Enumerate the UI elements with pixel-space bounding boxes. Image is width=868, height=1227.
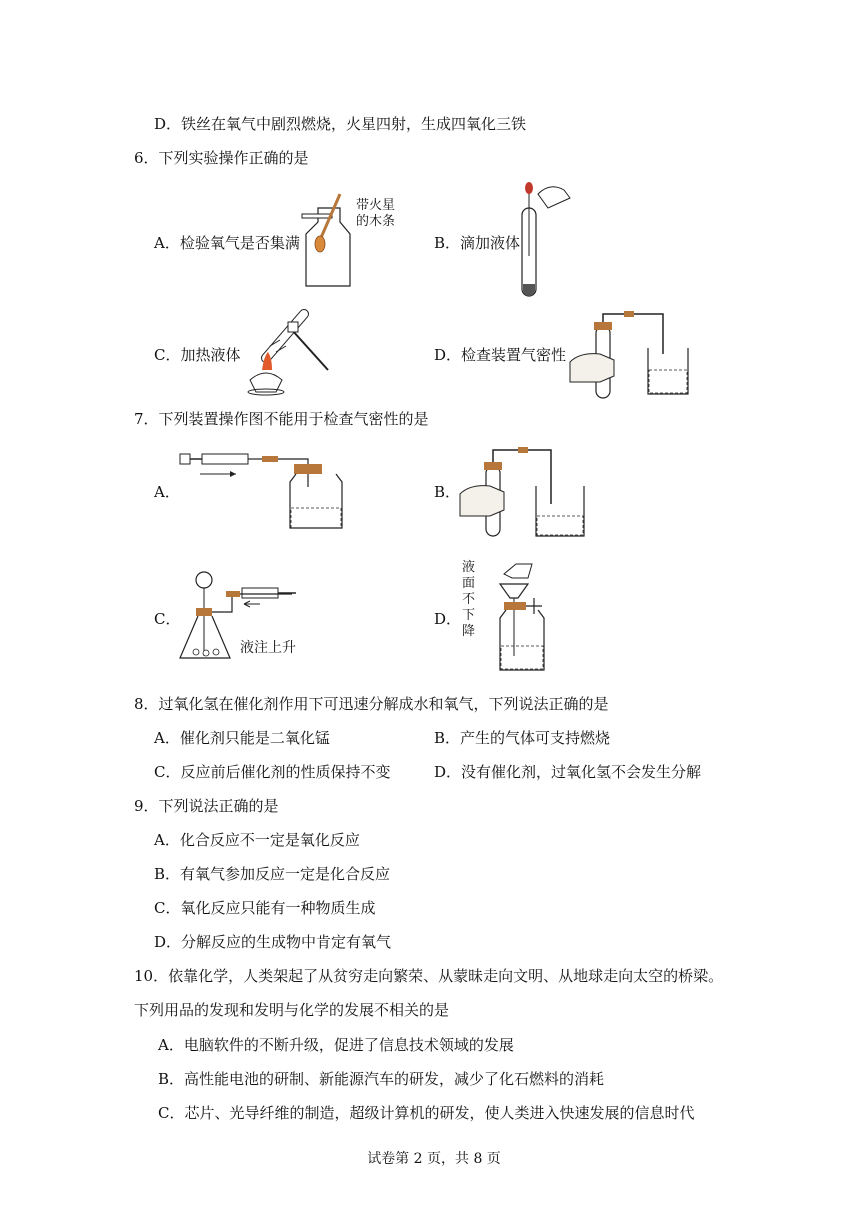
q7-option-a: A． xyxy=(154,483,180,501)
q7c-label-liquid-rise: 液注上升 xyxy=(240,640,296,656)
q8-option-c: C．反应前后催化剂的性质保持不变 xyxy=(154,763,391,781)
q6a-label-splint: 带火星的木条 xyxy=(356,198,396,229)
q6b-figure-dropper-tube xyxy=(512,180,576,304)
q6-option-a: A．检验氧气是否集满 xyxy=(154,234,300,252)
q10-stem-line1: 10．依靠化学，人类架起了从贫穷走向繁荣、从蒙昧走向文明、从地球走向太空的桥梁。 xyxy=(134,967,724,985)
q9-stem: 9．下列说法正确的是 xyxy=(134,797,279,815)
q7-option-c: C． xyxy=(154,610,181,628)
q7-option-b: B． xyxy=(434,483,461,501)
q9-option-d: D．分解反应的生成物中肯定有氧气 xyxy=(154,933,392,951)
page-footer: 试卷第 2 页，共 8 页 xyxy=(367,1151,501,1167)
q7-stem: 7．下列装置操作图不能用于检查气密性的是 xyxy=(134,410,429,428)
q6c-figure-heating-tube xyxy=(236,308,336,398)
q8-option-a: A．催化剂只能是二氧化锰 xyxy=(154,729,330,747)
q6a-figure-bottle-splint xyxy=(298,188,360,290)
q7d-label-level-steady: 液面不下降 xyxy=(462,560,476,639)
q9-option-a: A．化合反应不一定是氧化反应 xyxy=(154,831,360,849)
q10-option-a: A．电脑软件的不断升级，促进了信息技术领域的发展 xyxy=(158,1036,514,1054)
q6-option-d: D．检查装置气密性 xyxy=(434,346,567,364)
q8-option-b: B．产生的气体可支持燃烧 xyxy=(434,729,611,747)
q6-option-b: B．滴加液体 xyxy=(434,234,521,252)
q10-stem-line2: 下列用品的发现和发明与化学的发展不相关的是 xyxy=(134,1001,450,1019)
q7-option-d: D． xyxy=(434,610,462,628)
q7d-figure-funnel-bottle xyxy=(484,556,548,674)
q10-option-c: C．芯片、光导纤维的制造，超级计算机的研发，使人类进入快速发展的信息时代 xyxy=(158,1104,695,1122)
q8-stem: 8．过氧化氢在催化剂作用下可迅速分解成水和氧气，下列说法正确的是 xyxy=(134,695,609,713)
q8-option-d: D．没有催化剂，过氧化氢不会发生分解 xyxy=(434,763,702,781)
q9-option-b: B．有氧气参加反应一定是化合反应 xyxy=(154,865,391,883)
q9-option-c: C．氧化反应只能有一种物质生成 xyxy=(154,899,376,917)
q7b-figure-hand-tube xyxy=(458,444,588,540)
q5-option-d: D．铁丝在氧气中剧烈燃烧，火星四射，生成四氧化三铁 xyxy=(154,115,527,133)
q6-option-c: C．加热液体 xyxy=(154,346,241,364)
q10-option-b: B．高性能电池的研制、新能源汽车的研发，减少了化石燃料的消耗 xyxy=(158,1070,605,1088)
q6-stem: 6．下列实验操作正确的是 xyxy=(134,149,309,167)
q6d-figure-airtightness xyxy=(568,308,692,402)
q7a-figure-syringe-bottle xyxy=(178,444,354,532)
